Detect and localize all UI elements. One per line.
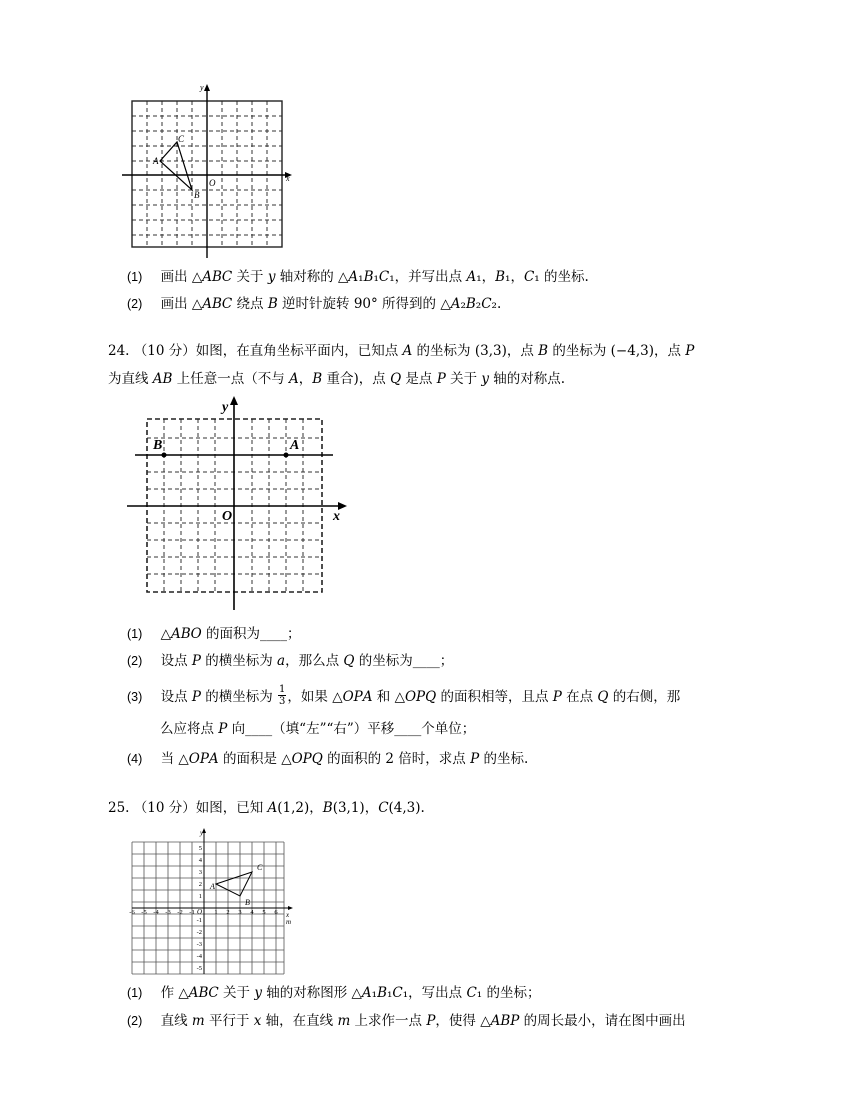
q25-label-a: A (210, 882, 215, 891)
fraction-denominator: 3 (279, 696, 286, 707)
item-number: (1) (127, 986, 143, 1000)
fraction-numerator: 1 (279, 684, 286, 695)
q25-x-tick: 5 (262, 909, 266, 916)
q25-label-o: O (197, 908, 203, 916)
item-text: 画出 △𝐴𝐵𝐶 绕点 𝐵 逆时针旋转 90° 所得到的 △𝐴₂𝐵₂𝐶₂. (160, 296, 502, 312)
item-number: (4) (127, 752, 143, 766)
q24-item-2 (127, 651, 453, 671)
item-number: (2) (127, 654, 143, 668)
q25-y-tick: 5 (198, 845, 202, 852)
q24-item-3-line2: 么应将点 𝑃 向____（填“左”“右”）平移____个单位； (160, 721, 476, 737)
q25-y-tick: -2 (196, 929, 202, 936)
q24-label-y: y (222, 400, 229, 415)
q24-header-line2: 为直线 𝐴𝐵 上任意一点（不与 𝐴，𝐵 重合)，点 𝑄 是点 𝑃 关于 𝑦 轴的对称点. (108, 371, 566, 387)
q25-y-tick: 1 (198, 893, 202, 900)
q24-item-3 (127, 686, 680, 709)
q24-label-x: x (333, 509, 340, 524)
q25-x-tick: -6 (129, 909, 135, 916)
item-text-cont: ，如果 △𝑂𝑃𝐴 和 △𝑂𝑃𝑄 的面积相等，且点 𝑃 在点 𝑄 的右侧，那 (287, 689, 681, 705)
q24-label-o: O (222, 509, 233, 524)
q25-y-tick: 2 (198, 881, 202, 888)
q25-x-tick: -4 (153, 909, 159, 916)
item-text: 直线 𝑚 平行于 𝑥 轴，在直线 𝑚 上求作一点 𝑃，使得 △𝐴𝐵𝑃 的周长最小，请在图中画出 (160, 1013, 686, 1029)
q23-label-a: A (153, 156, 159, 166)
q23-label-c: C (178, 134, 185, 144)
q23-label-x: x (286, 174, 290, 183)
q25-label-x: x (286, 911, 290, 919)
q25-y-tick: -4 (196, 953, 202, 960)
item-number: (1) (127, 627, 143, 641)
q25-x-tick: -5 (141, 909, 147, 916)
q24-label-b: B (153, 438, 163, 453)
q25-triangle-abc (216, 872, 252, 896)
q25-x-tick: -2 (177, 909, 183, 916)
q25-x-tick: 2 (226, 909, 230, 916)
q25-x-tick: 1 (214, 909, 218, 916)
q25-x-tick: 3 (238, 909, 242, 916)
q25-label-m: m (286, 918, 292, 926)
q23-label-o: O (209, 178, 216, 188)
q25-y-tick: -1 (196, 917, 202, 924)
q25-x-tick: -3 (165, 909, 171, 916)
q25-x-tick: 4 (250, 909, 254, 916)
q25-figure (128, 827, 298, 977)
item-number: (2) (127, 1014, 143, 1028)
q25-y-tick: -3 (196, 941, 202, 948)
item-text: △𝐴𝐵𝑂 的面积为____； (160, 626, 301, 642)
q23-label-y: y (200, 83, 204, 92)
q25-item-2 (127, 1011, 686, 1031)
q23-item-1 (127, 267, 589, 287)
q25-label-b: B (245, 898, 250, 907)
q24-item-1 (127, 624, 301, 644)
q24-point-b (162, 453, 167, 458)
q23-triangle-abc (160, 142, 192, 190)
item-text: 当 △𝑂𝑃𝐴 的面积是 △𝑂𝑃𝑄 的面积的 2 倍时，求点 𝑃 的坐标. (160, 751, 529, 767)
q25-label-c: C (257, 863, 263, 872)
q24-figure (125, 396, 350, 614)
q24-label-a: A (290, 438, 300, 453)
q25-x-tick: 6 (274, 909, 278, 916)
q25-y-tick: -5 (196, 965, 202, 972)
item-number: (1) (127, 270, 143, 284)
q23-label-b: B (194, 190, 200, 200)
item-text: 设点 𝑃 的横坐标为 𝑎，那么点 𝑄 的坐标为____； (160, 653, 454, 669)
q25-y-tick: 4 (198, 857, 202, 864)
item-number: (3) (127, 690, 143, 704)
q23-item-2 (127, 294, 501, 314)
q25-item-1 (127, 983, 540, 1003)
q24-item-4 (127, 749, 528, 769)
q25-x-tick: -1 (189, 909, 195, 916)
item-text: 设点 𝑃 的横坐标为 (160, 689, 273, 705)
q24-point-a (284, 453, 289, 458)
q25-y-tick: 3 (198, 869, 202, 876)
q25-header: 25. （10 分）如图，已知 𝐴(1,2)，𝐵(3,1)，𝐶(4,3). (108, 800, 425, 816)
q25-label-y: y (200, 829, 204, 837)
item-text: 作 △𝐴𝐵𝐶 关于 𝑦 轴的对称图形 △𝐴₁𝐵₁𝐶₁，写出点 𝐶₁ 的坐标； (160, 985, 541, 1001)
fraction (278, 684, 286, 707)
q24-header-line1: 24. （10 分）如图，在直角坐标平面内，已知点 𝐴 的坐标为 (3,3)，点 𝐵 的坐标为 (−4,3)，点 𝑃 (108, 343, 695, 359)
item-number: (2) (127, 297, 143, 311)
item-text: 画出 △𝐴𝐵𝐶 关于 𝑦 轴对称的 △𝐴₁𝐵₁𝐶₁，并写出点 𝐴₁，𝐵₁，𝐶₁ 的坐标. (160, 269, 589, 285)
q23-figure (122, 80, 297, 260)
